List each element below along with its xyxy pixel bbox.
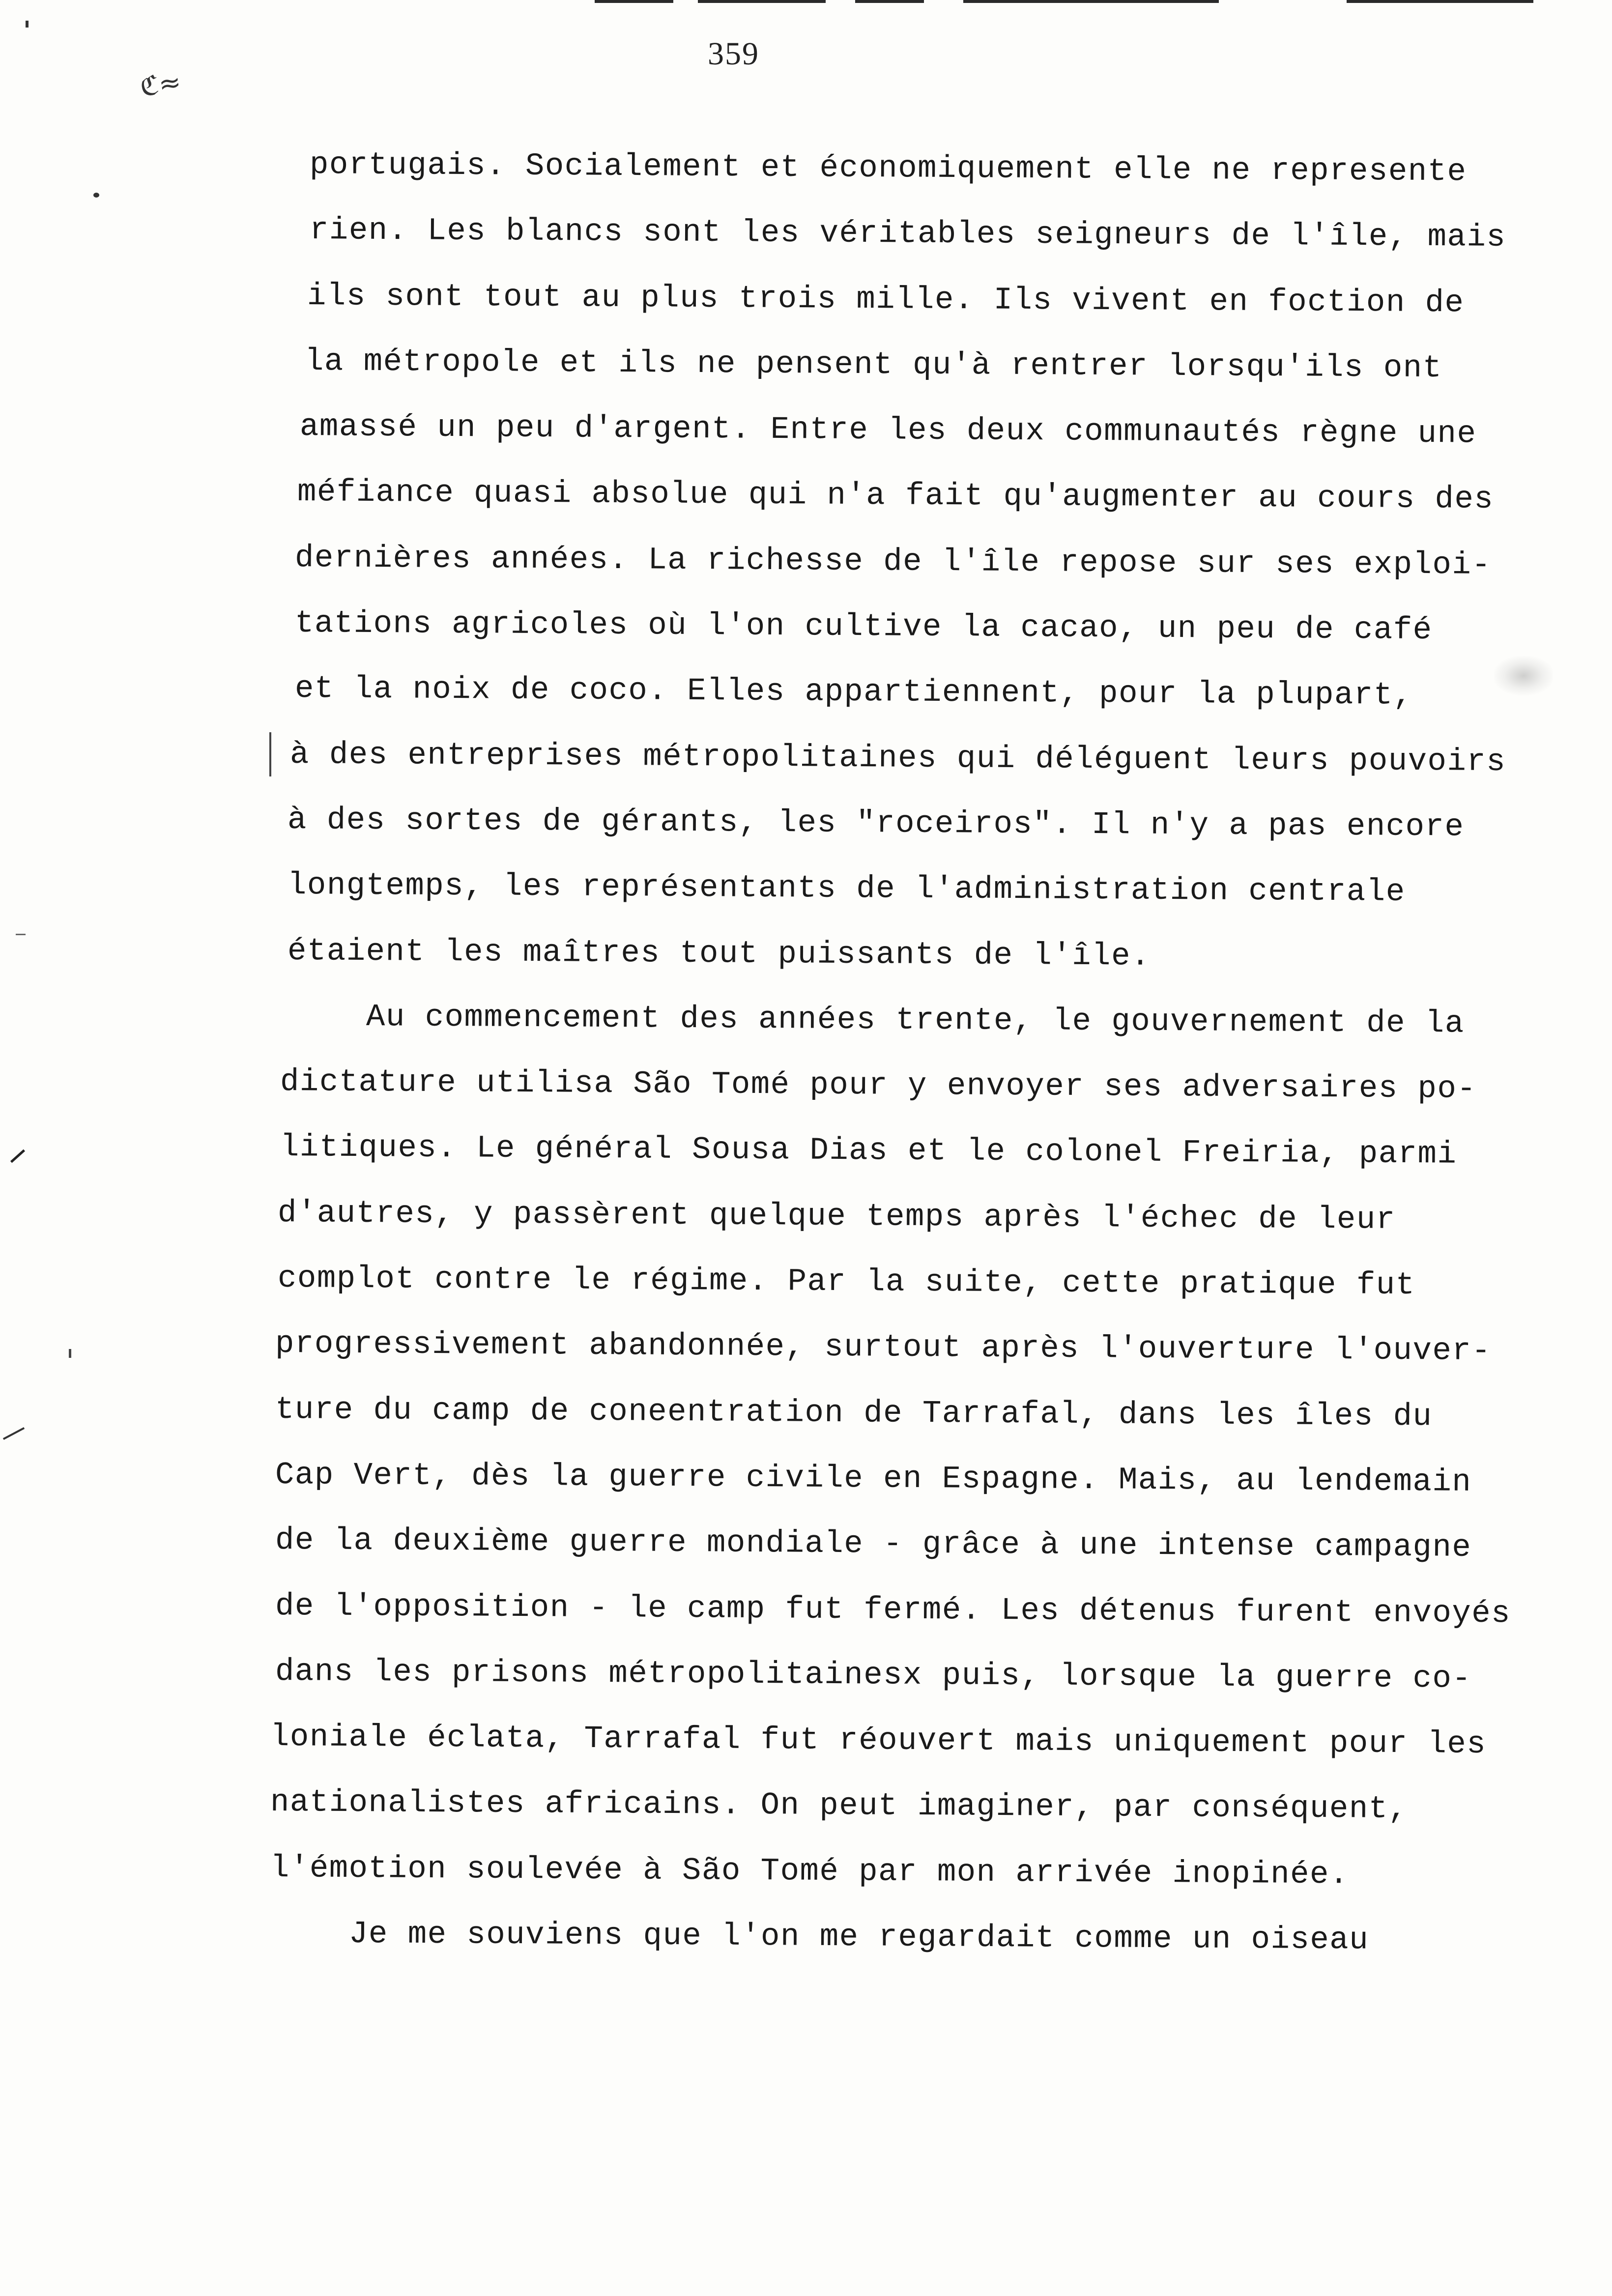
margin-dot-mark [26, 21, 29, 28]
text-line: amassé un peu d'argent. Entre les deux communautés règne une [299, 409, 1477, 452]
text-line: de l'opposition - le camp fut fermé. Les détenus furent envoyés [275, 1588, 1511, 1632]
margin-tick-mark [16, 934, 26, 935]
top-edge-rule [595, 0, 673, 3]
text-line: progressivement abandonnée, surtout après l'ouverture l'ouver- [275, 1326, 1492, 1370]
margin-dot-mark [93, 193, 99, 198]
text-line: la métropole et ils ne pensent qu'à rentrer lorsqu'ils ont [304, 344, 1442, 387]
margin-bar-mark [269, 732, 271, 776]
text-line: et la noix de coco. Elles appartiennent, pour la plupart, [294, 671, 1413, 714]
text-line: dernières années. La richesse de l'île repose sur ses exploi- [294, 540, 1492, 583]
text-line: méfiance quasi absolue qui n'a fait qu'augmenter au cours des [297, 475, 1494, 518]
top-edge-rule [698, 0, 826, 3]
handwritten-mark: ℭ≈ [138, 66, 183, 103]
text-line: l'émotion soulevée à São Tomé par mon arrivée inopinée. [270, 1850, 1350, 1893]
text-line: litiques. Le général Sousa Dias et le colonel Freiria, parmi [280, 1130, 1457, 1173]
text-line: ture du camp de coneentration de Tarrafal, dans les îles du [275, 1392, 1433, 1435]
text-line: d'autres, y passèrent quelque temps après l'échec de leur [277, 1195, 1396, 1238]
text-line: complot contre le régime. Par la suite, cette pratique fut [277, 1261, 1415, 1304]
text-line: tations agricoles où l'on cultive la cacao, un peu de café [294, 606, 1433, 649]
top-edge-rule [855, 0, 924, 3]
text-line: dans les prisons métropolitainesx puis, lorsque la guerre co- [275, 1654, 1472, 1697]
text-line: ils sont tout au plus trois mille. Ils vivent en foction de [307, 278, 1465, 321]
text-line: Au commencement des années trente, le gouvernement de la [366, 999, 1465, 1042]
text-line: loniale éclata, Tarrafal fut réouvert mais uniquement pour les [270, 1720, 1487, 1763]
page-number: 359 [708, 36, 759, 72]
text-line: à des entreprises métropolitaines qui déléguent leurs pouvoirs [289, 737, 1506, 780]
text-line: portugais. Socialement et économiquement elle ne represente [309, 147, 1467, 190]
text-line: Je me souviens que l'on me regardait comme un oiseau [348, 1916, 1369, 1958]
typewritten-body [270, 133, 1553, 1967]
text-line: longtemps, les représentants de l'administration centrale [287, 868, 1406, 911]
text-line: nationalistes africains. On peut imaginer, par conséquent, [270, 1785, 1408, 1828]
text-line: Cap Vert, dès la guerre civile en Espagne. Mais, au lendemain [275, 1457, 1472, 1500]
top-edge-rule [963, 0, 1219, 3]
margin-tick-mark [69, 1349, 71, 1358]
text-line: rien. Les blancs sont les véritables seigneurs de l'île, mais [309, 213, 1506, 256]
text-line: de la deuxième guerre mondiale - grâce à une intense campagne [275, 1523, 1472, 1566]
margin-slash-mark [10, 1149, 25, 1163]
text-line: dictature utilisa São Tomé pour y envoyer ses adversaires po- [280, 1064, 1477, 1108]
top-edge-rule [1347, 0, 1533, 3]
text-line: à des sortes de gérants, les "roceiros". Il n'y a pas encore [287, 802, 1465, 845]
margin-slash-mark [3, 1427, 25, 1440]
text-line: étaient les maîtres tout puissants de l'île. [287, 933, 1151, 975]
